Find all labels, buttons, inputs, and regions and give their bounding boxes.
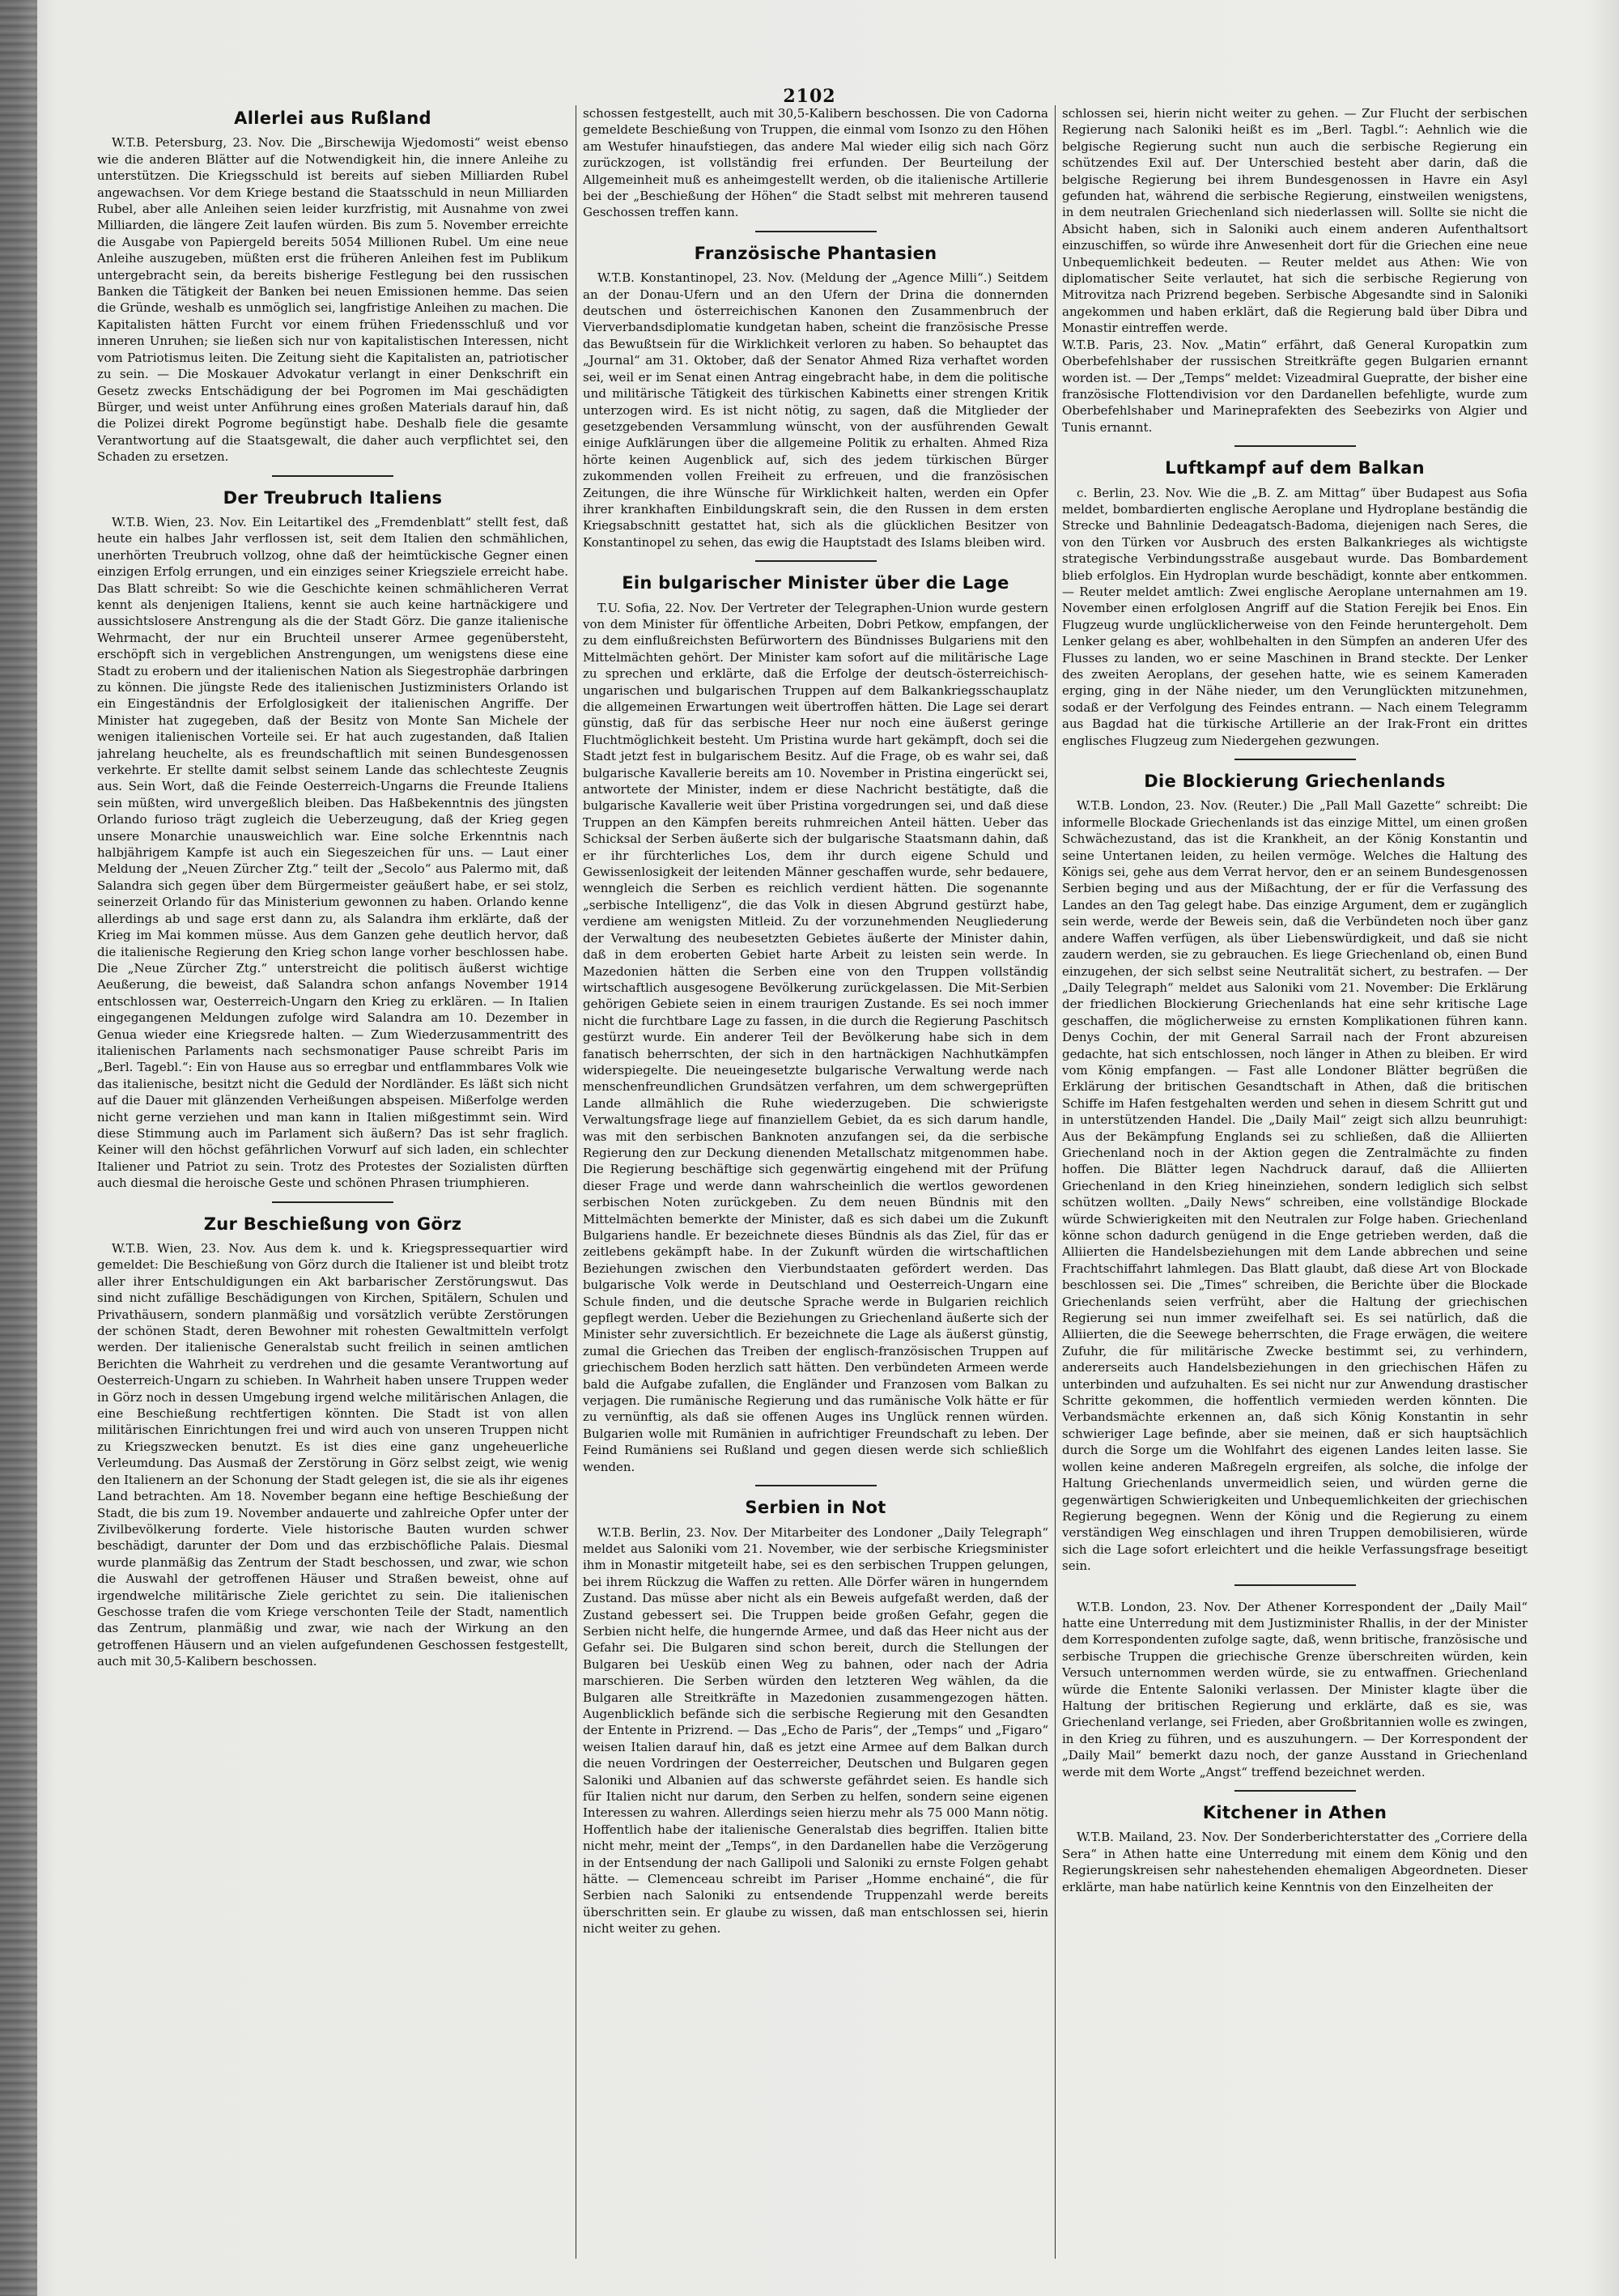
article-body-kitchener: W.T.B. Mailand, 23. Nov. Der Sonderberichterstatter des „Corriere della Sera“ in Athen hatte eine Unterredung mit einem dem König und den Regierungskreisen sehr nahestehenden ehemaligen Abgeordneten. Dieser erklärte, man habe natürlich keine Kenntnis von den Einzelheiten der [1062, 1830, 1528, 1894]
headline-treubruch-italiens: Der Treubruch Italiens [223, 487, 443, 508]
article-separator [1234, 1790, 1356, 1792]
article-separator [1234, 759, 1356, 760]
headline-serbien-in-not: Serbien in Not [745, 1498, 886, 1518]
headline-franzoesische-phantasien: Französische Phantasien [694, 243, 937, 263]
headline-bulgarischer-minister: Ein bulgarischer Minister über die Lage [622, 573, 1009, 593]
article-separator [755, 1485, 877, 1486]
article-body-goerz: W.T.B. Wien, 23. Nov. Aus dem k. und k. Kriegspressequartier wird gemeldet: Die Beschießung von Görz durch die Italiener ist und bleibt trotz aller ihrer Entschuldigungen ein Akt barbarischer Zerstörungswut. Das sind nicht zufällige Beschädigungen von Kirchen, Spitälern, Schulen und Privathäusern, sondern planmäßig und vorsätzlich verübte Zerstörungen der schönen Stadt, deren Bewohner mit rohesten Gewaltmitteln verfolgt werden. Der italienische Generalstab sucht freilich in seinen amtlichen Berichten die Wahrheit zu verdrehen und die gesamte Verantwortung auf Oesterreich-Ungarn zu schieben. In Wahrheit haben unsere Truppen weder in Görz noch in dessen Umgebung irgend welche militärischen Anlagen, die eine Beschießung rechtfertigen könnten. Die Stadt ist von allen militärischen Einrichtungen frei und wird auch von unseren Truppen nicht zu Kriegszwecken benutzt. Es ist dies eine ganz ungeheuerliche Verleumdung. Das Ausmaß der Zerstörung in Görz selbst zeigt, wie wenig den Italienern an der Schonung der Stadt gelegen ist, die sie als ihr eigenes Land betrachten. Am 18. November begann eine heftige Beschießung der Stadt, die bis zum 19. November andauerte und zahlreiche Opfer unter der Zivilbevölkerung forderte. Viele historische Bauten wurden schwer beschädigt, darunter der Dom und das erzbischöfliche Palais. Diesmal wurde planmäßig das Zentrum der Stadt beschossen, und zwar, wie schon die Auswahl der getroffenen Häuser und Straßen beweist, ohne auf irgendwelche militärische Ziele gerichtet zu sein. Die italienischen Geschosse trafen die vom Kriege verschonten Teile der Stadt, namentlich das Zentrum, planmäßig und zwar, wie nach der Wirkung an den getroffenen Häusern und an vielen aufgefundenen Geschossen festgestellt, auch mit 30,5-Kalibern beschossen. [97, 1241, 568, 1669]
article-body-serbien: W.T.B. Berlin, 23. Nov. Der Mitarbeiter des Londoner „Daily Telegraph“ meldet aus Saloniki vom 21. November, wie der serbische Kriegsminister ihm in Monastir mitgeteilt habe, sei es den serbischen Truppen gelungen, bei ihrem Rückzug die Waffen zu retten. Alle Dörfer wären in hungerndem Zustand. Das müsse aber nicht als ein Beweis aufgefaßt werden, daß der Zustand gebessert sei. Die Truppen beide großen Gefahr, gegen die Serbien nicht helfe, die hungernde Armee, und daß das Heer nicht aus der Gefahr sei. Die Bulgaren sind schon bereit, durch die Stellungen der Bulgaren bei Uesküb einen Weg zu bahnen, oder nach der Adria marschieren. Die Serben würden den letzteren Weg wählen, da die Bulgaren alle Streitkräfte in Mazedonien zusammengezogen hätten. Augenblicklich befände sich die serbische Regierung mit den Gesandten der Entente in Prizrend. — Das „Echo de Paris“, der „Temps“ und „Figaro“ weisen Italien darauf hin, daß es jetzt eine Armee auf dem Balkan durch die neuen Vordringen der Oesterreicher, Deutschen und Bulgaren gegen Saloniki und Albanien auf das schwerste gefährdet seien. Es handle sich für Italien nicht nur darum, den Serben zu helfen, sondern seine eigenen Interessen zu wahren. Allerdings seien hierzu mehr als 75 000 Mann nötig. Hoffentlich habe der italienische Generalstab dies begriffen. Italien bitte nicht mehr, meint der „Temps“, in den Dardanellen habe die Verzögerung in der Entsendung der nach Gallipoli und Saloniki zu ernste Folgen gehabt hätte. — Clemenceau schreibt im Pariser „Homme enchainé“, die für Serbien nach Saloniki zu entsendende Truppenzahl werde bereits überschritten sein. Er glaube zu wissen, daß man entschlossen sei, hierin nicht weiter zu gehen. [583, 1524, 1048, 1937]
article-body-russland: W.T.B. Petersburg, 23. Nov. Die „Birschewija Wjedomosti“ weist ebenso wie die anderen Blätter auf die Notwendigkeit hin, die innere Anleihe zu unterstützen. Die Kriegsschuld ist bereits auf sieben Milliarden Rubel angewachsen. Vor dem Kriege bestand die Staatsschuld in neun Milliarden Rubel, aber alle Anleihen seien leider kurzfristig, mit Ausnahme von zwei Milliarden, die längere Zeit laufen würden. Bis zum 5. November erreichte die Ausgabe von Papiergeld bereits 5054 Millionen Rubel. Um eine neue Anleihe auszugeben, müßten erst die früheren Anleihen fest im Publikum untergebracht sein, da bereits bisherige Festlegung bei den russischen Banken die Tätigkeit der Banken bei neuen Emissionen hemme. Das seien die Gründe, weshalb es unmöglich sei, langfristige Anleihen zu machen. Die Kapitalisten hätten Furcht vor einem frühen Friedensschluß und vor inneren Unruhen; sie ließen sich nur von kapitalistischen Interessen, nicht vom Patriotismus leiten. Die Zeitung sieht die Kapitalisten an, patriotischer zu sein. — Die Moskauer Advokatur verlangt in einer Denkschrift ein Gesetz zwecks Entschädigung der bei Pogromen im Mai geschädigten Bürger, und weist unter Anführung eines großen Materials darauf hin, daß die Polizei direkt Pogrome begünstigt habe. Deshalb fiele die gesamte Verantwortung auf die Staatsgewalt, die daher auch verpflichtet sei, den Schaden zu ersetzen. [97, 135, 568, 465]
article-separator [1234, 445, 1356, 447]
column-rule [1055, 105, 1056, 2259]
headline-beschiessung-goerz: Zur Beschießung von Görz [203, 1214, 462, 1234]
article-separator [755, 231, 877, 232]
column-3 [1062, 105, 1528, 2259]
headline-allerlei-aus-russland: Allerlei aus Rußland [234, 108, 431, 128]
column-1 [97, 105, 568, 2259]
headline-kitchener-in-athen: Kitchener in Athen [1202, 1803, 1387, 1822]
headline-luftkampf-balkan: Luftkampf auf dem Balkan [1165, 458, 1425, 478]
article-body-blockierung: W.T.B. London, 23. Nov. (Reuter.) Die „Pall Mall Gazette“ schreibt: Die informelle Blockade Griechenlands ist das einzige Mittel, um einen großen Schwächezustand, das ist die Krankheit, an der König Konstantin und seine Untertanen leiden, zu heilen vermöge. Welches die Haltung des Königs sei, gehe aus dem Verrat hervor, den er an seinem Bundesgenossen Serbien beging und aus der Mißachtung, der er für die Verfassung des Landes an den Tag gelegt habe. Das einzige Argument, dem er zugänglich sein werde, werde der Beweis sein, daß die Verbündeten noch über ganz andere Waffen verfügen, als über Liebenswürdigkeit, und daß sie nicht zaudern werden, sie zu gebrauchen. Es liege Griechenland ob, einen Bund einzugehen, der sich selbst seine Neutralität sichert, zu bestrafen. — Der „Daily Telegraph“ meldet aus Saloniki vom 21. November: Die Erklärung der friedlichen Blockierung Griechenlands hat eine sehr kritische Lage geschaffen, die möglicherweise zu ernsten Komplikationen führen kann. Denys Cochin, der mit General Sarrail nach der Front abzureisen gedachte, hat sich entschlossen, noch länger in Athen zu bleiben. Er wird vom König empfangen. — Fast alle Londoner Blätter begrüßen die Erklärung der britischen Gesandtschaft in Athen, daß die britischen Schiffe im Hafen festgehalten werden und sehen in diesem Schritt gut und in unterstützenden Handel. Die „Daily Mail“ zeigt sich allzu beunruhigt: Aus der Bekämpfung Englands sei zu schließen, daß die Alliierten Griechenland noch in der Aktion gegen die Zentralmächte zu finden hoffen. Die Blätter legen Nachdruck darauf, daß die Alliierten Griechenland in den Krieg hineinziehen, sondern lediglich sich selbst schützen wollten. „Daily News“ schreiben, eine vollständige Blockade würde Schwierigkeiten mit den Neutralen zur Folge haben. Griechenland könne schon dadurch genügend in die Enge getrieben werden, daß die Alliierten die Handelsbeziehungen mit dem Lande abbrechen und seine Frachtschiffahrt lahmlegen. Das Blatt glaubt, daß diese Art von Blockade beschlossen sei. Die „Times“ schreiben, die Berichte über die Blockade Griechenlands seien verfrüht, aber die Haltung der griechischen Regierung sei nun immer zweifelhaft sei. Es sei natürlich, daß die Alliierten, die die Seewege beherrschten, die Frage erwägen, die weitere Zufuhr, die für militärische Zwecke bestimmt sei, zu verhindern, andererseits auch Handelsbeziehungen in den griechischen Häfen zu unterbinden und aufzuhalten. Es sei nicht nur zur Anwendung drastischer Schritte gekommen, die hoffentlich vermieden werden könnten. Die Verbandsmächte erkennen an, daß sich König Konstantin in sehr schwieriger Lage befinde, aber sie meinen, daß er sich hauptsächlich durch die Sorge um die Wohlfahrt des eigenen Landes leiten lasse. Sie wollen keine anderen Maßregeln ergreifen, als solche, die infolge der Haltung Griechenlands unvermeidlich seien, und würden gerne die gegenwärtigen Schwierigkeiten und Unbequemlichkeiten der griechischen Regierung begegnen. Wenn der König und die Regierung zu einem verständigen Weg einschlagen und ihren Truppen demobilisieren, würde sich die Lage sofort erleichtert und die heikle Verfassungsfrage beseitigt sein. [1062, 798, 1528, 1574]
book-binding-edge [0, 0, 37, 2296]
article-body-daily-mail: W.T.B. London, 23. Nov. Der Athener Korrespondent der „Daily Mail“ hatte eine Unterredung mit dem Justizminister Rhallis, in der der Minister dem Korrespondenten zufolge sagte, daß, wenn britische, französische und serbische Truppen die griechische Grenze überschreiten würden, kein Versuch unternommen werden würde, sie zu entwaffnen. Griechenland würde die Entente Saloniki verlassen. Der Minister klagte über die Haltung der britischen Regierung und erklärte, daß es sie, was Griechenland verlange, sei Frieden, aber Großbritannien wolle es zwingen, in den Krieg zu führen, und es auszuhungern. — Der Korrespondent der „Daily Mail“ bemerkt dazu noch, der ganze Ausstand in Griechenland werde mit dem Worte „Angst“ treffend bezeichnet werden. [1062, 1599, 1528, 1779]
headline-blockierung-griechenlands: Die Blockierung Griechenlands [1144, 772, 1446, 792]
article-body-bulgarien: T.U. Sofia, 22. Nov. Der Vertreter der Telegraphen-Union wurde gestern von dem Minister für öffentliche Arbeiten, Dobri Petkow, empfangen, der zu dem einflußreichsten Befürwortern des Bündnisses Bulgariens mit den Mittelmächten gehört. Der Minister kam sofort auf die militärische Lage zu sprechen und erklärte, daß die Erfolge der deutsch-österreichisch-ungarischen und bulgarischen Truppen auf dem Balkankriegsschauplatz die allgemeinen Erwartungen weit übertroffen hätten. Die Lage sei derart günstig, daß für das serbische Heer nur noch eine äußerst geringe Fluchtmöglichkeit besteht. Um Pristina wurde hart gekämpft, doch sei die Stadt jetzt fest in bulgarischem Besitz. Auf die Frage, ob es wahr sei, daß bulgarische Kavallerie bereits am 10. November in Pristina eingerückt sei, antwortete der Minister, indem er diese Nachricht bestätigte, daß die bulgarische Kavallerie weit über Pristina vorgedrungen sei, und daß diese Truppen an den Kämpfen bereits ruhmreichen Anteil hätten. Ueber das Schicksal der Serben äußerte sich der bulgarische Staatsmann dahin, daß er ihr fürchterliches Los, dem ihr durch eigene Schuld und Gewissenlosigkeit der leitenden Männer geschaffen wurde, sehr bedauere, wenngleich die Serben es reichlich verdient hätten. Die sogenannte „serbische Intelligenz“, die das Volk in diesen Abgrund gestürzt habe, verdiene am wenigsten Mitleid. Zu der vorzunehmenden Neugliederung der Verwaltung des neubesetzten Gebietes äußerte der Minister dahin, daß in dem eroberten Gebiet harte Arbeit zu leisten sein werde. In Mazedonien hätten die Serben eine von den Truppen vollständig wirtschaftlich ausgesogene Bevölkerung zurückgelassen. Die Mit-Serbien gehörigen Gebiete seien in einem traurigen Zustande. Es sei noch immer nicht die furchtbare Lage zu fassen, in die durch die Regierung Paschitsch gestürzt wurde. Ein anderer Teil der Bevölkerung habe sich in dem fanatisch beherrschten, der sich in den hartnäckigen Nachhutkämpfen widerspiegelte. Die neueingesetzte bulgarische Verwaltung werde nach menschenfreundlichen Grundsätzen verfahren, um dem schwergeprüften Lande allmählich die Ruhe wiederzugeben. Die schwierigste Verwaltungsfrage liege auf finanziellem Gebiet, da es sich darum handle, was mit den serbischen Banknoten anzufangen sei, da die serbische Regierung den zur Deckung dienenden Metallschatz mitgenommen habe. Die Regierung beschäftige sich gegenwärtig eingehend mit der Prüfung dieser Frage und werde dann wahrscheinlich die wertlos gewordenen serbischen Noten zurückgeben. Zu dem neuen Bündnis mit den Mittelmächten bemerkte der Minister, daß es sich dabei um die Zukunft Bulgariens handle. Er bezeichnete dieses Bündnis als das Ziel, für das er zeitlebens gekämpft habe. In der Zukunft würden die wirtschaftlichen Beziehungen zwischen den Vierbundstaaten gefördert werden. Das bulgarische Volk werde in Deutschland und Oesterreich-Ungarn eine Schule finden, und die deutsche Sprache werde in Bulgarien reichlich gepflegt werden. Ueber die Beziehungen zu Griechenland äußerte sich der Minister sehr zuversichtlich. Er bezeichnete die Lage als äußerst günstig, zumal die Griechen das Treiben der englisch-französischen Truppen auf griechischem Boden herzlich satt hätten. Den verbündeten Armeen werde bald die Aufgabe zufallen, die Engländer und Franzosen vom Balkan zu verjagen. Die rumänische Regierung und das rumänische Volk hätte er für zu vernünftig, als daß sie offenen Auges ins Unglück rennen würden. Bulgarien wolle mit Rumänien in aufrichtiger Freundschaft zu leben. Der Feind Rumäniens sei Rußland und gegen diesen werde sich schließlich wenden. [583, 600, 1048, 1474]
column-2 [583, 105, 1048, 2259]
page-number: 2102 [783, 86, 836, 107]
article-separator [272, 1201, 393, 1203]
article-continuation-goerz: schossen festgestellt, auch mit 30,5-Kalibern beschossen. Die von Cadorna gemeldete Beschießung von Truppen, die einmal vom Isonzo zu den Höhen am Westufer hinaufstiegen, das andere Mal wieder eilig sich nach Görz zurückzogen, ist vollständig frei erfunden. Der Beurteilung der Allgemeinheit muß es anheimgestellt werden, ob die italienische Artillerie bei der „Beschießung der Höhen“ die Stadt selbst mit mehreren tausend Geschossen treffen kann. [583, 106, 1048, 220]
article-separator [272, 475, 393, 477]
article-separator [755, 560, 877, 562]
article-body-luftkampf: c. Berlin, 23. Nov. Wie die „B. Z. am Mittag“ über Budapest aus Sofia meldet, bombardierten englische Aeroplane und Hydroplane beständig die Strecke und Bahnlinie Dedeagatsch-Badoma, diejenigen nach Seres, die von den Türken vor Ausbruch des ersten Balkankrieges als wichtigste strategische Verbindungsstraße ausgebaut wurde. Das Bombardement blieb erfolglos. Ein Hydroplan wurde beschädigt, konnte aber entkommen. — Reuter meldet amtlich: Zwei englische Aeroplane unternahmen am 19. November einen erfolglosen Angriff auf die Station Ferejik bei Enos. Ein Flugzeug wurde unglücklicherweise von den Feinde heruntergeholt. Dem Lenker gelang es aber, wohlbehalten in den Sümpfen an anderen Ufer des Flusses zu landen, wo er seine Maschinen in Brand steckte. Der Lenker des zweiten Aeroplans, der gesehen hatte, wie es seinem Kameraden erging, ging in der Nähe nieder, um den Verunglückten mitzunehmen, sodaß er der Verfolgung des Feindes entrann. — Nach einem Telegramm aus Bagdad hat die türkische Artillerie an der Irak-Front ein drittes englisches Flugzeug zum Niedergehen gezwungen. [1062, 485, 1528, 748]
article-separator [1234, 1584, 1356, 1586]
article-continuation-serbien: schlossen sei, hierin nicht weiter zu gehen. — Zur Flucht der serbischen Regierung nach Saloniki heißt es im „Berl. Tagbl.“: Aehnlich wie die belgische Regierung sucht nun auch die serbische Regierung ein schützendes Exil auf. Der Unterschied besteht aber darin, daß die belgische Regierung bei ihrem Bundesgenossen in Havre ein Asyl gefunden hat, während die serbische Regierung, einstweilen wenigstens, in dem neutralen Griechenland sich niederlassen will. Sollte sie nicht die Absicht haben, sich in Saloniki auch einem anderen Aufenthaltsort einzuschiffen, so würde ihre Anwesenheit dort für die Griechen eine neue Unbequemlichkeit bedeuten. — Reuter meldet aus Athen: Wie von diplomatischer Seite verlautet, hat sich die serbische Regierung von Mitrovitza nach Prizrend begeben. Serbische Abgesandte sind in Saloniki angekommen und haben erklärt, daß die Regierung bald über Dibra und Monastir eintreffen werde. W.T.B. Paris, 23. Nov. „Matin“ erfährt, daß General Kuropatkin zum Oberbefehlshaber der russischen Streitkräfte gegen Bulgarien ernannt worden ist. — Der „Temps“ meldet: Vizeadmiral Guepratte, der bisher eine französische Flottendivision vor den Dardanellen befehligte, wurde zum Oberbefehlshaber und Marineprafekten des Seebezirks von Algier und Tunis ernannt. [1062, 106, 1528, 435]
article-body-italien: W.T.B. Wien, 23. Nov. Ein Leitartikel des „Fremdenblatt“ stellt fest, daß heute ein halbes Jahr verflossen ist, seit dem Italien den schmählichen, unerhörten Treubruch vollzog, ohne daß der heimtückische Gegner einen einzigen Erfolg errungen, und ein einziges seiner Kriegsziele erreicht habe. Das Blatt schreibt: So wie die Geschichte keinen schmählicheren Verrat kennt als denjenigen Italiens, kennt sie auch keine hartnäckigere und aussichtslosere Anstrengung als die der Stadt Görz. Die ganze italienische Wehrmacht, der nur ein Bruchteil unserer Armee gegenübersteht, erschöpft sich in vergeblichen Anstrengungen, um wenigstens diese eine Stadt zu erobern und der italienischen Nation als Siegestrophäe darbringen zu können. Die jüngste Rede des italienischen Justizministers Orlando ist ein Eingeständnis der Erfolglosigkeit der italienischen Angriffe. Der Minister hat zugegeben, daß der Besitz von Monte San Michele der wenigen italienischen Vorteile sei. Er hat auch zugestanden, daß Italien jahrelang heuchelte, als es freundschaftlich mit seinen Bundesgenossen verkehrte. Er stellte damit selbst seinem Lande das schlechteste Zeugnis aus. Sein Wort, daß die Feinde Oesterreich-Ungarns die Freunde Italiens sein müßten, wird unvergeßlich bleiben. Das Haßbekenntnis des jüngsten Orlando furioso trägt zugleich die Ueberzeugung, daß der Krieg gegen unsere Monarchie unausweichlich war. Eine solche Erkenntnis nach halbjährigem Kampfe ist auch ein Siegeszeichen für uns. — Laut einer Meldung der „Neuen Zürcher Ztg.“ teilt der „Secolo“ aus Palermo mit, daß Salandra sich gegen über dem Bürgermeister geäußert habe, er sei stolz, seinerzeit Orlando für das Ministerium gewonnen zu haben. Orlando kenne allerdings ab und sage erst dann zu, als Salandra ihm erklärte, daß der Krieg im Mai kommen müsse. Aus dem Ganzen gehe deutlich hervor, daß die italienische Regierung den Krieg schon lange vorher beschlossen habe. Die „Neue Zürcher Ztg.“ unterstreicht die politisch äußerst wichtige Aeußerung, die beweist, daß Salandra schon anfangs November 1914 entschlossen war, Oesterreich-Ungarn den Krieg zu erklären. — In Italien eingegangenen Meldungen zufolge wird Salandra am 10. Dezember in Genua wieder eine Kriegsrede halten. — Zum Wiederzusammentritt des italienischen Parlaments nach sechsmonatiger Pause schreibt Paris im „Berl. Tagebl.“: Ein von Hause aus so erregbar und entflammbares Volk wie das italienische, besitzt nicht die Geduld der Nordländer. Es läßt sich nicht auf die Dauer mit glänzenden Verheißungen abspeisen. Mißerfolge werden nicht gerne verziehen und man kann in Italien mißgestimmt sein. Wird diese Stimmung auch im Parlament sich äußern? Das ist sehr fraglich. Keiner will den höchst gefährlichen Vorwurf auf sich laden, ein schlechter Italiener und Patriot zu sein. Trotz des Protestes der Sozialisten dürften auch diesmal die heroische Geste und schönen Phrasen triumphieren. [97, 514, 568, 1191]
article-body-phantasien: W.T.B. Konstantinopel, 23. Nov. (Meldung der „Agence Milli“.) Seitdem an der Donau-Ufern und an den Ufern der Drina die donnernden deutschen und österreichischen Kanonen den Zusammenbruch der Vierverbandsdiplomatie kundgetan haben, scheint die französische Presse das Bewußtsein für die Wirklichkeit verloren zu haben. So behauptet das „Journal“ am 31. Oktober, daß der Senator Ahmed Riza verhaftet worden sei, weil er im Senat einen Antrag eingebracht habe, in dem die politische und militärische Tätigkeit des türkischen Kabinetts einer strengen Kritik unterzogen wird. Es ist nicht nötig, zu sagen, daß die Mitglieder der gesetzgebenden Versammlung wünscht, von der ausführenden Gewalt einige Aufklärungen über die allgemeine Politik zu erhalten. Ahmed Riza hörte keinen Augenblick auf, sich des jedem türkischen Bürger zukommenden vollen Freiheit zu erfreuen, und die französischen Zeitungen, die ihre Wünsche für Wirklichkeit halten, werden ein Opfer ihrer krankhaften Einbildungskraft sein, die den Russen in dem ersten Kriegsabschnitt gestattet hat, sich als die glücklichen Besitzer von Konstantinopel zu sehen, das ewig die Hauptstadt des Islams bleiben wird. [583, 270, 1048, 550]
